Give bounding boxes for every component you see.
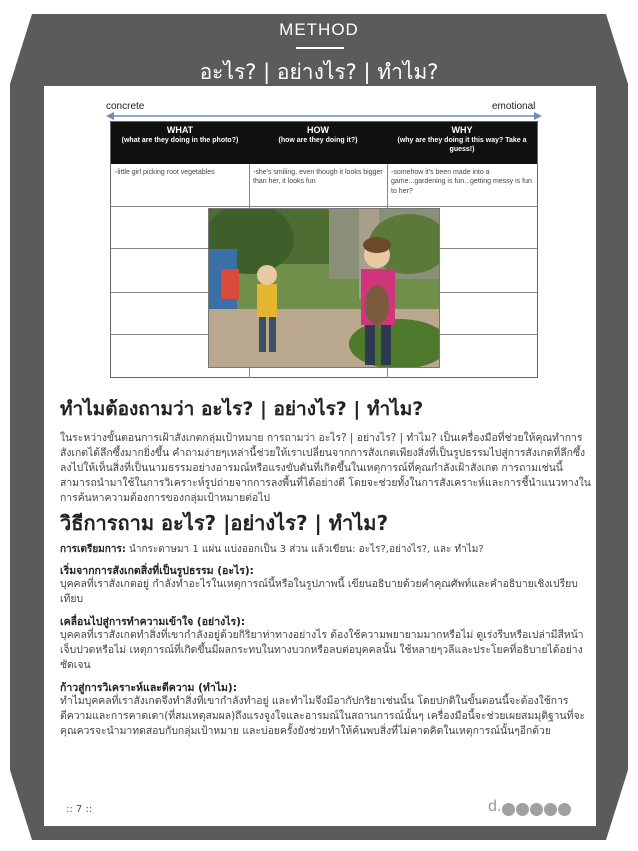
step-why-text: ทำไมบุคคลที่เราสังเกตจึงทำสิ่งที่เขากำลังทำอยู่ และทำไมจึงมีอากัปกริยาเช่นนั้น โดยปกติในขั้นตอนนี้จะต้องใช้การตีความและการคาดเดา(ที่สมเหตุสมผล)ถึงแรงจูงใจและอารมณ์ในสถานการณ์นั้นๆ เครื่องมือนี้จะช่วยเผยสมมุติฐานที่จะคุณควรจะนำมาทดสอบกับกลุ่มเป้าหมาย และบ่อยครั้งยังช่วยทำให้ค้นพบสิ่งที่ไม่คาดคิดในเหตุการณ์นั้นๆอีกด้วย bbox=[60, 695, 586, 737]
section-heading-how-to-ask: วิธีการถาม อะไร? |อย่างไร? | ทำไม? bbox=[60, 511, 389, 535]
step-why-title: ก้าวสู่การวิเคราะห์และตีความ (ทำไม): bbox=[60, 682, 237, 694]
logo-circles bbox=[502, 801, 572, 820]
concrete-label: concrete bbox=[106, 101, 145, 112]
why-example: -somehow it's been made into a game...gardening is fun...getting messy is fun to her? bbox=[391, 169, 532, 195]
preparation-paragraph bbox=[60, 542, 592, 557]
concrete-emotional-arrow bbox=[106, 111, 542, 121]
header-divider bbox=[296, 47, 344, 49]
logo-circle-icon bbox=[530, 803, 543, 816]
logo-circle-icon bbox=[558, 803, 571, 816]
what-example: -little girl picking root vegetables bbox=[115, 169, 215, 176]
step-how-text: บุคคลที่เราสังเกตทำสิ่งที่เขากำลังอยู่ด้วยกิริยาท่าทางอย่างไร ต้องใช้ความพยายามมากหรือไม่ ดูเร่งรีบหรือเปล่ามีสีหน้าเจ็บปวดหรือไม่ เหตุการณ์ที่เกิดขึ้นมีผลกระทบในทางบวกหรือลบต่อบุคคลนั้น ใช้หลายๆวลีและประโยคที่อธิบายได้อย่างชัดเจน bbox=[60, 629, 584, 671]
preparation-label: การเตรียมการ: bbox=[60, 544, 126, 555]
logo-circle-icon bbox=[544, 803, 557, 816]
row-divider bbox=[111, 206, 537, 207]
logo-circle-icon bbox=[516, 803, 529, 816]
page-number: :: 7 :: bbox=[66, 804, 93, 815]
why-column-header: WHY (why are they doing it this way? Take a guess!) bbox=[397, 125, 527, 153]
children-gardening-photo bbox=[208, 208, 440, 368]
preparation-text: นำกระดาษมา 1 แผ่น แบ่งออกเป็น 3 ส่วน แล้วเขียน: อะไร?,อย่างไร?, และ ทำไม? bbox=[125, 544, 484, 555]
step-how-title: เคลื่อนไปสู่การทำความเข้าใจ (อย่างไร): bbox=[60, 616, 246, 628]
emotional-label: emotional bbox=[492, 101, 536, 112]
section-heading-why-ask: ทำไมต้องถามว่า อะไร? | อย่างไร? | ทำไม? bbox=[60, 398, 424, 420]
logo-circle-icon bbox=[502, 803, 515, 816]
page-title: อะไร? | อย่างไร? | ทำไม? bbox=[199, 60, 439, 84]
what-column-header: WHAT (what are they doing in the photo?) bbox=[121, 125, 239, 144]
section-label: METHOD bbox=[279, 20, 359, 39]
intro-paragraph: ในระหว่างขั้นตอนการเฝ้าสังเกตกลุ่มเป้าหมาย การถามว่า อะไร? | อย่างไร? | ทำไม? เป็นเครื่องมือที่ช่วยให้คุณทำการสังเกตได้ลึกซึ้งมากยิ่งขึ้น คำถามง่ายๆเหล่านี้ช่วยให้เราเปลี่ยนจากการสังเกตเพียงสิ่งที่เป็นรูปธรรมไปสู่การสังเกตที่ลึกซึ้งลงไปให้เห็นสิ่งที่เป็นนามธรรมอย่างอารมณ์หรือแรงขับดันที่เกิดขึ้นในเหตุการณ์ที่คุณกำลังเฝ้าสังเกต การถามเช่นนี้สามารถนำมาใช้ในการวิเคราะห์รูปถ่ายจากการลงพื้นที่ได้อย่างดี โดยจะช่วยทั้งในการสังเคราะห์และการชี้นำแนวทางในการค้นหาความต้องการของกลุ่มเป้าหมายต่อไป bbox=[60, 432, 591, 504]
step-what-text: บุคคลที่เราสังเกตอยู่ กำลังทำอะไรในเหตุการณ์นี้หรือในรูปภาพนี้ เขียนอธิบายด้วยคำคุณศัพท์และคำอธิบายเชิงเปรียบเทียบ bbox=[60, 578, 578, 605]
dschool-logo: d. bbox=[488, 798, 502, 815]
how-column-header: HOW (how are they doing it?) bbox=[278, 125, 358, 144]
how-example: -she's smiling, even though it looks bigger than her, it looks fun bbox=[253, 169, 383, 186]
step-what-title: เริ่มจากการสังเกตสิ่งที่เป็นรูปธรรม (อะไร): bbox=[60, 565, 254, 577]
